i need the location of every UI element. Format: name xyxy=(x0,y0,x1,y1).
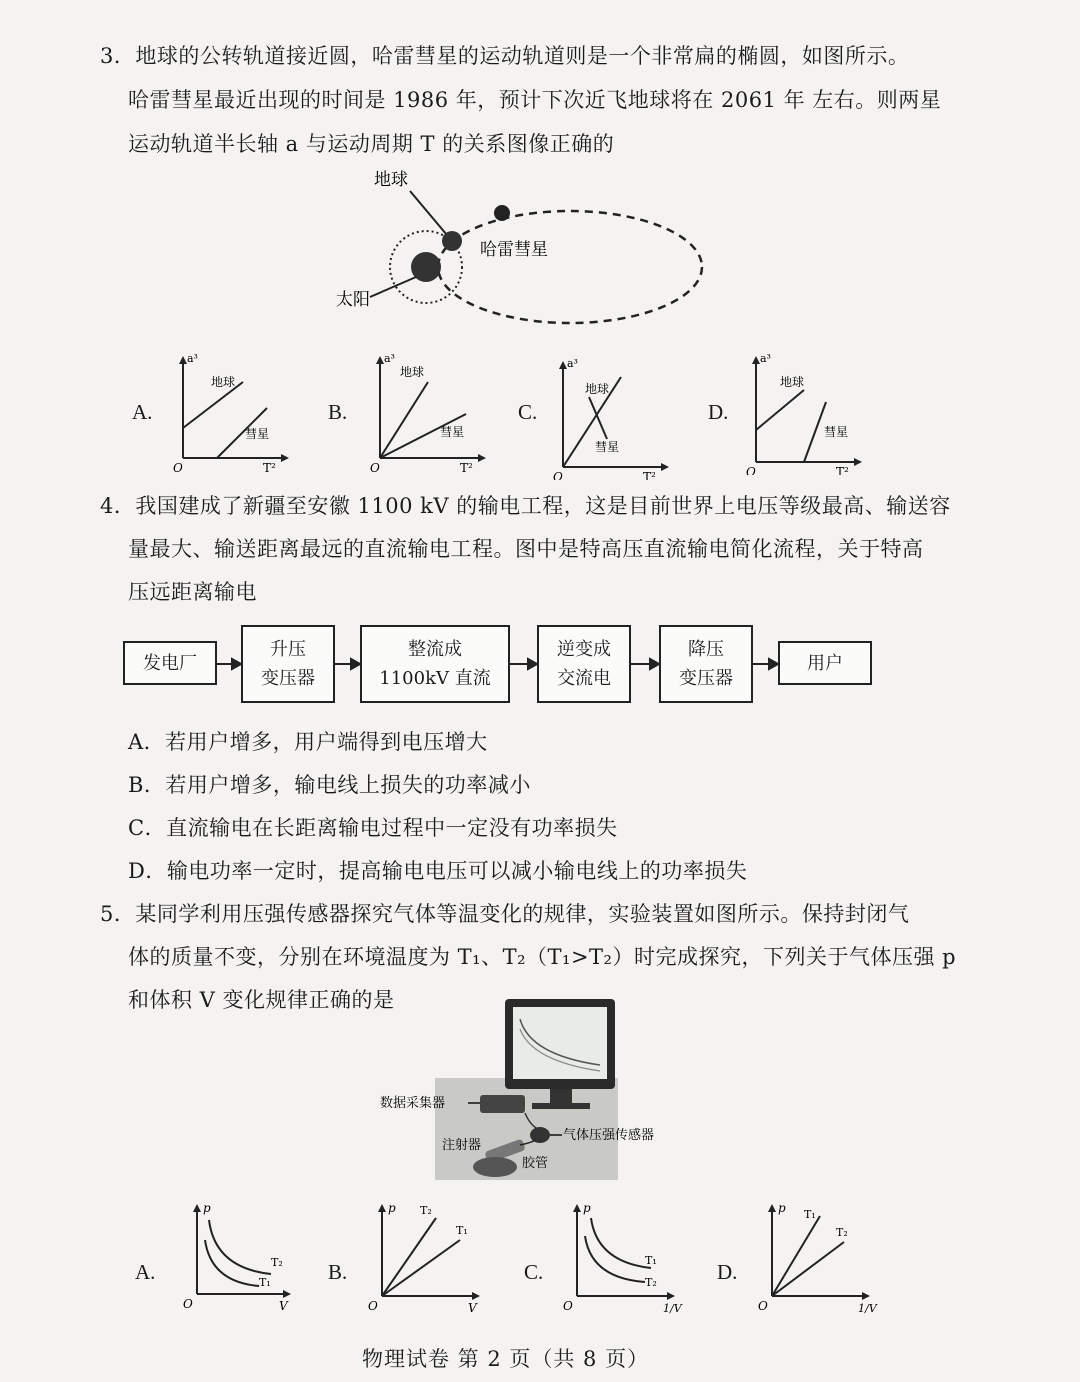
svg-text:a³: a³ xyxy=(187,352,198,365)
svg-text:p: p xyxy=(583,1201,591,1215)
q5-graph-d xyxy=(750,1200,880,1315)
svg-text:地球: 地球 xyxy=(585,382,610,396)
svg-text:地球: 地球 xyxy=(780,375,805,389)
q4-line-3: 压远距离输电 xyxy=(128,580,257,604)
svg-text:O: O xyxy=(183,1297,193,1311)
svg-text:a³: a³ xyxy=(567,357,578,370)
q4-option-d: D．输电功率一定时，提高输电电压可以减小输电线上的功率损失 xyxy=(128,859,748,883)
svg-text:a³: a³ xyxy=(760,352,771,365)
flow-box-inverter: 逆变成 交流电 xyxy=(537,625,631,703)
halley-orbit xyxy=(438,211,702,323)
q3-option-d-label: D. xyxy=(708,400,729,424)
svg-text:p: p xyxy=(778,1201,786,1215)
svg-text:a³: a³ xyxy=(384,352,395,365)
svg-text:T₁: T₁ xyxy=(456,1224,468,1237)
svg-text:气体压强传感器: 气体压强传感器 xyxy=(563,1128,655,1143)
q3-option-b-label: B. xyxy=(328,400,348,424)
q5-option-b-label: B. xyxy=(328,1260,348,1284)
svg-text:彗星: 彗星 xyxy=(245,427,270,441)
q3-graph-b xyxy=(362,350,492,475)
svg-text:O: O xyxy=(758,1299,768,1313)
q3-line-1: 3．地球的公转轨道接近圆，哈雷彗星的运动轨道则是一个非常扁的椭圆，如图所示。 xyxy=(100,44,910,68)
svg-text:胶管: 胶管 xyxy=(522,1156,549,1171)
svg-text:O: O xyxy=(370,461,380,475)
svg-text:p: p xyxy=(203,1201,211,1215)
svg-text:V: V xyxy=(468,1301,477,1315)
sun-label: 太阳 xyxy=(336,290,370,310)
svg-text:O: O xyxy=(563,1299,573,1313)
svg-text:地球: 地球 xyxy=(211,375,236,389)
svg-text:T₂: T₂ xyxy=(420,1204,432,1217)
earth-label: 地球 xyxy=(374,170,408,190)
svg-text:彗星: 彗星 xyxy=(824,425,849,439)
q5-line-1: 5．某同学利用压强传感器探究气体等温变化的规律，实验装置如图所示。保持封闭气 xyxy=(100,902,910,926)
svg-text:1/V: 1/V xyxy=(663,1302,682,1315)
q5-line-2: 体的质量不变，分别在环境温度为 T₁、T₂（T₁>T₂）时完成探究，下列关于气体压强 p xyxy=(128,945,957,969)
halley-dot xyxy=(494,205,510,221)
svg-text:T₂: T₂ xyxy=(645,1276,657,1289)
halley-label: 哈雷彗星 xyxy=(480,240,548,260)
data-collector xyxy=(480,1095,525,1113)
q5-graph-c xyxy=(555,1200,685,1315)
q3-line-2: 哈雷彗星最近出现的时间是 1986 年，预计下次近飞地球将在 2061 年 左右。则两星 xyxy=(128,88,942,112)
q5-graph-b xyxy=(360,1200,490,1315)
q4-option-a: A．若用户增多，用户端得到电压增大 xyxy=(128,730,488,754)
q3-option-a-label: A. xyxy=(132,400,153,424)
page-footer: 物理试卷 第 2 页（共 8 页） xyxy=(362,1347,650,1371)
q3-line-3: 运动轨道半长轴 a 与运动周期 T 的关系图像正确的 xyxy=(128,132,615,156)
svg-text:O: O xyxy=(553,470,563,480)
flow-arrows xyxy=(0,650,1080,680)
q3-graph-c xyxy=(545,355,675,480)
svg-text:T₁: T₁ xyxy=(804,1208,816,1221)
flow-box-power-plant: 发电厂 xyxy=(123,641,217,685)
svg-text:p: p xyxy=(388,1201,396,1215)
svg-text:O: O xyxy=(173,461,183,475)
svg-text:O: O xyxy=(368,1299,378,1313)
apparatus-photo xyxy=(380,995,670,1185)
svg-text:地球: 地球 xyxy=(400,365,425,379)
svg-text:O: O xyxy=(746,465,756,475)
svg-text:V: V xyxy=(279,1299,288,1313)
q5-option-c-label: C. xyxy=(524,1260,544,1284)
svg-text:彗星: 彗星 xyxy=(440,425,465,439)
q3-option-c-label: C. xyxy=(518,400,538,424)
q4-line-2: 量最大、输送距离最远的直流输电工程。图中是特高压直流输电简化流程，关于特高 xyxy=(128,537,924,561)
flow-box-rectifier: 整流成 1100kV 直流 xyxy=(360,625,510,703)
svg-text:T²: T² xyxy=(643,470,656,480)
q5-graph-a xyxy=(175,1200,295,1315)
svg-text:T²: T² xyxy=(836,465,849,475)
flow-box-user: 用户 xyxy=(778,641,872,685)
q3-graph-a xyxy=(165,350,295,475)
svg-text:数据采集器: 数据采集器 xyxy=(380,1096,446,1111)
flow-box-step-down: 降压 变压器 xyxy=(659,625,753,703)
svg-text:T²: T² xyxy=(460,461,473,475)
q3-graph-d xyxy=(738,350,868,475)
q5-option-a-label: A. xyxy=(135,1260,156,1284)
svg-text:T²: T² xyxy=(263,461,276,475)
svg-text:T₂: T₂ xyxy=(836,1226,848,1239)
svg-text:1/V: 1/V xyxy=(858,1302,877,1315)
svg-text:注射器: 注射器 xyxy=(442,1138,482,1153)
svg-text:T₁: T₁ xyxy=(645,1254,657,1267)
q5-option-d-label: D. xyxy=(717,1260,738,1284)
svg-text:彗星: 彗星 xyxy=(595,440,620,454)
q4-line-1: 4．我国建成了新疆至安徽 1100 kV 的输电工程，这是目前世界上电压等级最高、输送容 xyxy=(100,494,951,518)
q4-option-c: C．直流输电在长距离输电过程中一定没有功率损失 xyxy=(128,816,618,840)
q5-line-3: 和体积 V 变化规律正确的是 xyxy=(128,988,395,1012)
svg-text:T₂: T₂ xyxy=(271,1256,283,1269)
earth-dot xyxy=(442,231,462,251)
orbit-diagram xyxy=(330,165,730,335)
q4-option-b: B．若用户增多，输电线上损失的功率减小 xyxy=(128,773,531,797)
svg-text:T₁: T₁ xyxy=(259,1276,271,1289)
flow-box-step-up: 升压 变压器 xyxy=(241,625,335,703)
